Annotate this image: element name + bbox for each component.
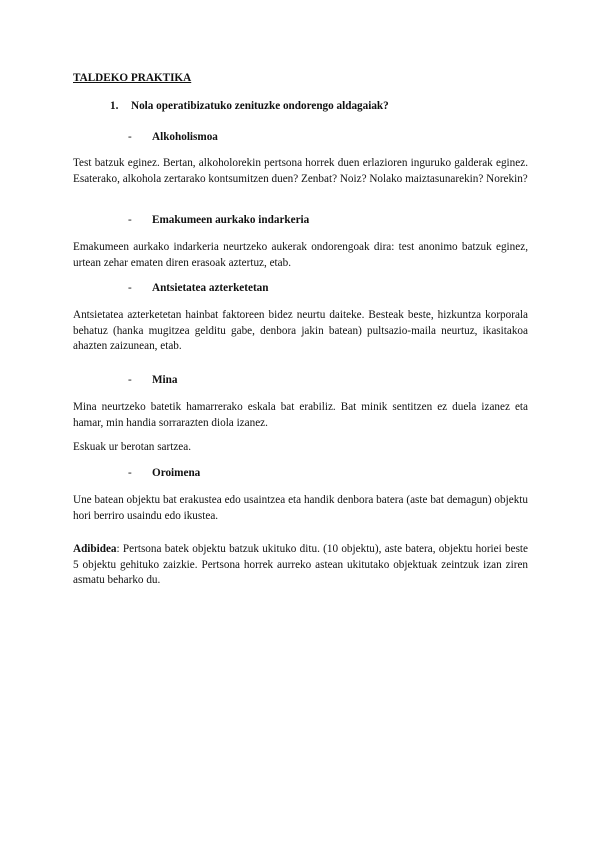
section-paragraph: Test batzuk eginez. Bertan, alkoholorekin pertsona horrek duen erlazioren inguruko galderak eginez. Esaterako, alkohola zertarako kontsumitzen duen? Zenbat? Noiz? Nolako maiztasunarekin? Norekin? xyxy=(73,157,528,185)
section-heading-mina xyxy=(128,374,177,386)
section-heading-oroimena xyxy=(128,467,200,479)
section-paragraph: Emakumeen aurkako indarkeria neurtzeko aukerak ondorengoak dira: test anonimo batzuk eginez, urtean zehar ematen diren erasoak aztertuz, etab. xyxy=(73,241,528,269)
section-paragraph: Une batean objektu bat erakustea edo usaintzea eta handik denbora batera (aste bat demagun) objektu hori berriro usaindu edo ikustea. xyxy=(73,494,528,522)
section-paragraph: Eskuak ur berotan sartzea. xyxy=(73,441,192,453)
section-heading-text: Oroimena xyxy=(152,467,201,479)
section-heading-text: Emakumeen aurkako indarkeria xyxy=(152,214,310,226)
section-paragraph: Mina neurtzeko batetik hamarrerako eskala bat erabiliz. Bat minik sentitzen ez duela izanez eta hamar, min handia sorrarazten diola izanez. xyxy=(73,401,528,429)
example-label: Adibidea xyxy=(73,543,117,555)
bullet-dash: - xyxy=(128,374,132,386)
bullet-dash: - xyxy=(128,214,132,226)
question-number: 1. xyxy=(110,100,119,112)
section-heading-text: Antsietatea azterketetan xyxy=(152,282,269,294)
section-heading-alkoholismoa xyxy=(128,131,218,143)
bullet-dash: - xyxy=(128,282,132,294)
section-heading-text: Mina xyxy=(152,374,178,386)
example-paragraph xyxy=(73,542,528,589)
example-text: : Pertsona batek objektu batzuk ukituko ditu. (10 objektu), aste batera, objektu horiei beste 5 objektu gehituko zaizkie. Pertsona horrek aurreko astean ukitutako objektuak zeintzuk izan ziren asmatu beharko du. xyxy=(73,543,528,586)
question-heading xyxy=(110,100,389,112)
question-text: Nola operatibizatuko zenituzke ondorengo aldagaiak? xyxy=(131,100,389,112)
bullet-dash: - xyxy=(128,467,132,479)
bullet-dash: - xyxy=(128,131,132,143)
section-heading-antsietatea xyxy=(128,282,269,294)
section-paragraph: Antsietatea azterketetan hainbat faktoreen bidez neurtu daiteke. Besteak beste, hizkuntza korporala behatuz (hanka mugitzea gelditu gabe, denbora jakin batean) pultsazio-maila neurtuz, ikasitakoa ahazten zaizunean, etab. xyxy=(73,309,528,352)
section-heading-indarkeria xyxy=(128,214,309,226)
section-heading-text: Alkoholismoa xyxy=(152,131,218,143)
document-title: TALDEKO PRAKTIKA xyxy=(73,72,192,84)
